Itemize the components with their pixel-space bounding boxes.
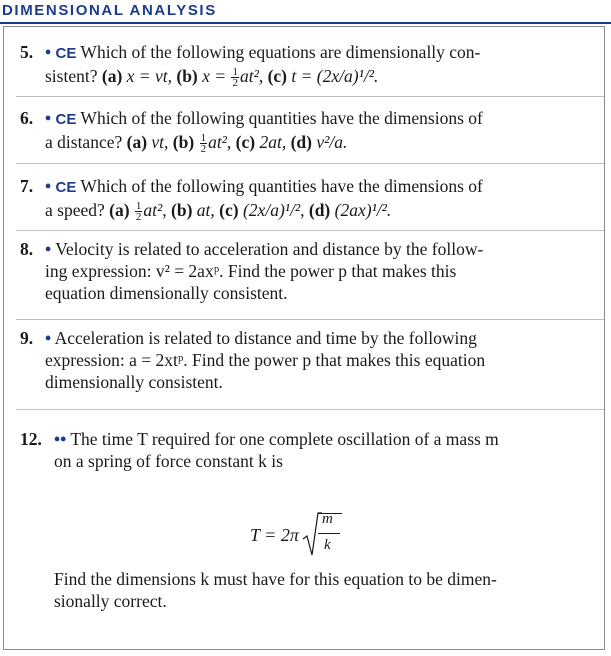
problem-number: 9.: [20, 328, 34, 348]
formula-denominator: k: [324, 537, 331, 553]
problem-number: 8.: [20, 239, 34, 259]
difficulty-dot: •: [45, 176, 52, 196]
radical-sign-icon: [302, 511, 322, 557]
difficulty-dot: ••: [54, 429, 67, 449]
fraction-half: $\frac{1}{2}$: [232, 66, 238, 90]
difficulty-dot: •: [45, 108, 52, 128]
formula-numerator: m: [322, 511, 333, 527]
difficulty-dot: •: [45, 239, 52, 259]
problem-text: • CE Which of the following quantities have the dimensions of a distance? (a) vt, (b) $\frac{1}{2}$ at², (c) 2at, (d) v²/a.: [45, 108, 483, 156]
conceptual-tag: CE: [55, 45, 77, 62]
problem-text: • Acceleration is related to distance and time by the following expression: a = 2xtᵖ. Find the power p that makes this equation dimensionally consistent.: [45, 328, 486, 392]
problem-line: Which of the following equations are dimensionally con-: [80, 42, 481, 62]
spring-period-formula: [250, 511, 333, 553]
problem-number: 7.: [20, 176, 34, 196]
fraction-bar: [318, 533, 340, 534]
section-header: [0, 0, 611, 25]
header-rule: [0, 22, 611, 24]
separator: [16, 409, 604, 410]
separator: [16, 96, 604, 97]
formula-lhs: T = 2π: [250, 525, 299, 545]
problem-text: •• The time T required for one complete oscillation of a mass m on a spring of force constant k is: [54, 429, 499, 471]
problem-text: Find the dimensions k must have for this equation to be dimen- sionally correct.: [54, 569, 497, 611]
problems-box: [3, 26, 605, 650]
difficulty-dot: •: [45, 328, 52, 348]
conceptual-tag: CE: [55, 179, 77, 196]
section-title: DIMENSIONAL ANALYSIS: [2, 2, 217, 19]
problem-text: • CE Which of the following equations are dimensionally con- sistent? (a) x = vt, (b) x = $\frac{1}{2}$ at², (c) t = (2x/a)¹/².: [45, 42, 481, 90]
difficulty-dot: •: [45, 42, 52, 62]
separator: [16, 319, 604, 320]
problem-number: 5.: [20, 42, 34, 62]
problem-number: 6.: [20, 108, 34, 128]
square-root: [314, 511, 344, 557]
problem-text: • CE Which of the following quantities have the dimensions of a speed? (a) $\frac{1}{2}$ at², (b) at, (c) (2x/a)¹/², (d) (2ax)¹/².: [45, 176, 483, 224]
conceptual-tag: CE: [55, 111, 77, 128]
separator: [16, 230, 604, 231]
problem-number: 12.: [20, 429, 42, 449]
separator: [16, 163, 604, 164]
problem-text: • Velocity is related to acceleration and distance by the follow- ing expression: v² = 2axᵖ. Find the power p that makes this equation dimensionally consistent.: [45, 239, 484, 303]
fraction-half: $\frac{1}{2}$: [200, 132, 207, 156]
fraction-half: $\frac{1}{2}$: [135, 200, 142, 224]
